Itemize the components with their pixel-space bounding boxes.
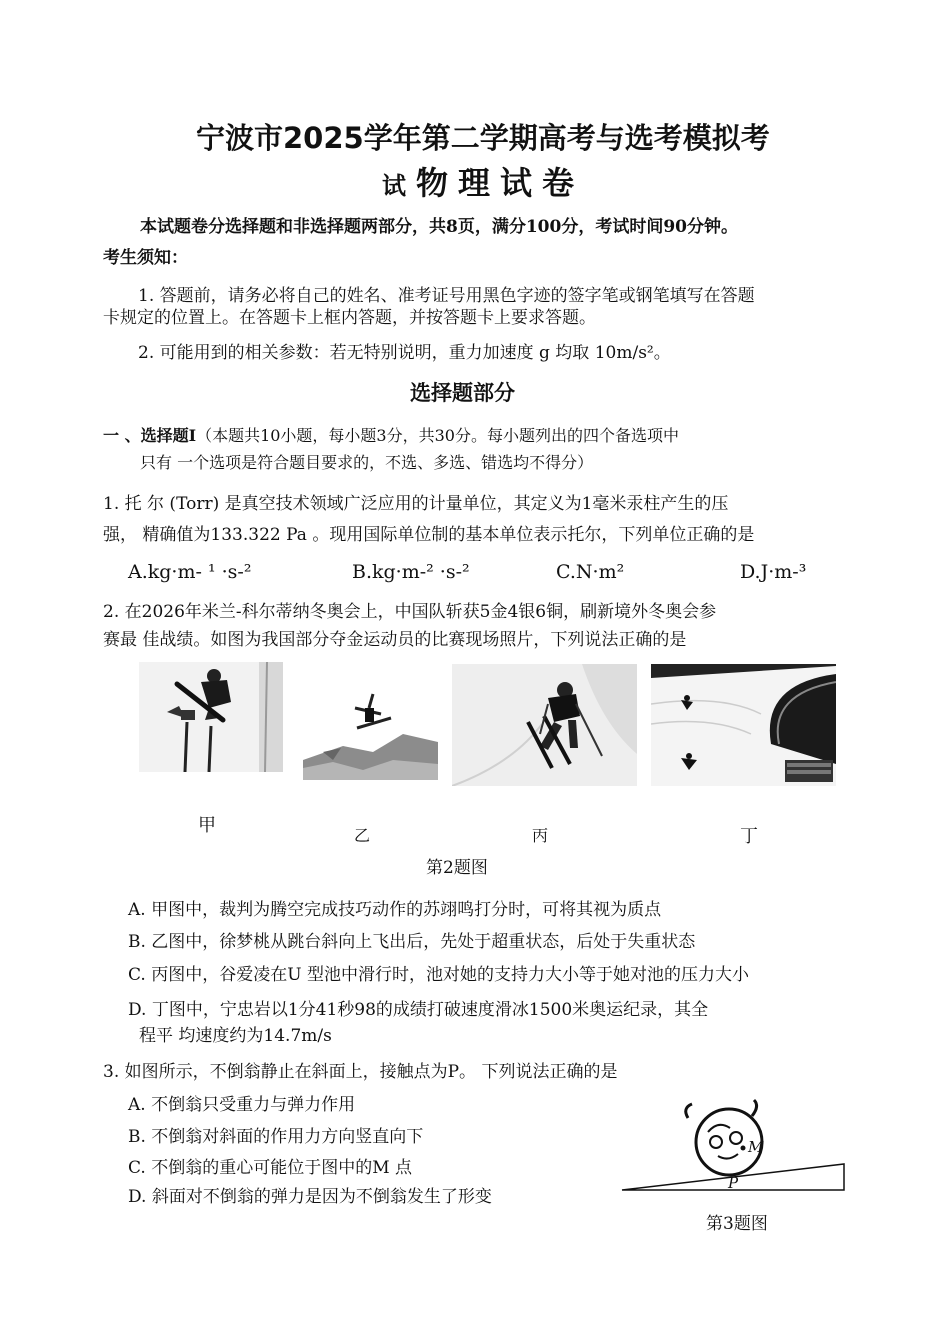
notice-item-1-line-1: 1. 答题前，请务必将自己的姓名、准考证号用黑色字迹的签字笔或钢笔填写在答题 — [138, 286, 755, 306]
photo-jia-snowboard — [139, 662, 283, 772]
photo-label-bing: 丙 — [532, 826, 549, 845]
notice-item-2: 2. 可能用到的相关参数：若无特别说明，重力加速度 g 均取 10m/s²。 — [138, 343, 671, 363]
exam-info: 本试题卷分选择题和非选择题两部分，共8页，满分100分，考试时间90分钟。 — [140, 217, 738, 237]
q3-stem: 3. 如图所示，不倒翁静止在斜面上，接触点为P。 下列说法正确的是 — [103, 1062, 618, 1082]
page-title: 宁波市2025学年第二学期高考与选考模拟考 — [196, 121, 770, 155]
q2-option-d-line-1: D. 丁图中，宁忠岩以1分41秒98的成绩打破速度滑冰1500米奥运纪录，其全 — [128, 1000, 709, 1020]
q2-option-b: B. 乙图中，徐梦桃从跳台斜向上飞出后，先处于超重状态，后处于失重状态 — [128, 932, 696, 952]
label-m: M — [748, 1138, 764, 1156]
photo-label-jia: 甲 — [198, 815, 216, 836]
page-subtitle — [382, 158, 584, 204]
q1-option-d: D.J·m-³ — [740, 561, 807, 583]
section-title: 选择题部分 — [410, 381, 515, 405]
q2-option-d-line-2: 程平 均速度约为14.7m/s — [139, 1026, 332, 1046]
photo-label-yi: 乙 — [354, 826, 371, 845]
part1-header — [103, 423, 679, 446]
q1-option-b: B.kg·m-² ·s-² — [352, 561, 470, 583]
q1-option-a: A.kg·m- ¹ ·s-² — [128, 561, 252, 583]
photo-bing-halfpipe — [452, 664, 637, 786]
q1-stem-line-2: 强， 精确值为133.322 Pa 。现用国际单位制的基本单位表示托尔，下列单位正确的是 — [103, 525, 755, 545]
q2-stem-line-1: 2. 在2026年米兰-科尔蒂纳冬奥会上，中国队斩获5金4银6铜，刷新境外冬奥会参 — [103, 602, 717, 622]
part1-desc-line-1: （本题共10小题，每小题3分，共30分。每小题列出的四个备选项中 — [196, 426, 679, 445]
q2-figure-caption: 第2题图 — [426, 858, 488, 878]
q3-figure-tumbler — [618, 1098, 848, 1198]
q3-option-c: C. 不倒翁的重心可能位于图中的M 点 — [128, 1158, 413, 1178]
label-p: P — [728, 1174, 739, 1192]
q1-stem-line-1: 1. 托 尔 (Torr) 是真空技术领域广泛应用的计量单位，其定义为1毫米汞柱产生的压 — [103, 494, 729, 514]
q3-figure-caption: 第3题图 — [706, 1214, 768, 1234]
subtitle-main: 物理试卷 — [416, 164, 585, 202]
q3-option-d: D. 斜面对不倒翁的弹力是因为不倒翁发生了形变 — [128, 1187, 492, 1207]
photo-ding-speed-skating — [651, 664, 836, 786]
subtitle-prefix: 试 — [382, 172, 406, 200]
notice-item-1-line-2: 卡规定的位置上。在答题卡上框内答题，并按答题卡上要求答题。 — [103, 308, 596, 328]
notice-heading: 考生须知： — [103, 248, 188, 268]
q3-option-b: B. 不倒翁对斜面的作用力方向竖直向下 — [128, 1127, 424, 1147]
q3-option-a: A. 不倒翁只受重力与弹力作用 — [128, 1095, 356, 1115]
part1-label: 一 、选择题Ⅰ — [103, 426, 197, 445]
part1-desc-line-2: 只有 一个选项是符合题目要求的，不选、多选、错选均不得分） — [140, 453, 594, 472]
q2-stem-line-2: 赛最 佳战绩。如图为我国部分夺金运动员的比赛现场照片，下列说法正确的是 — [103, 630, 687, 650]
photo-yi-aerial-ski — [303, 690, 438, 780]
q2-option-a: A. 甲图中，裁判为腾空完成技巧动作的苏翊鸣打分时，可将其视为质点 — [128, 900, 662, 920]
q1-option-c: C.N·m² — [556, 561, 625, 583]
photo-label-ding: 丁 — [740, 826, 758, 847]
q2-option-c: C. 丙图中，谷爱凌在U 型池中滑行时，池对她的支持力大小等于她对池的压力大小 — [128, 965, 749, 985]
